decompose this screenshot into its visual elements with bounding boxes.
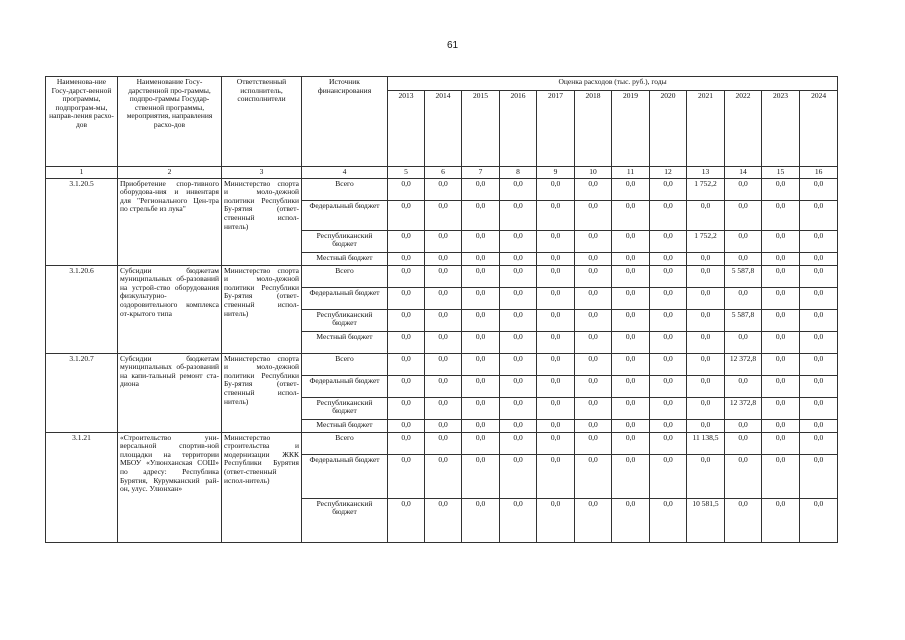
row-value: 0,0: [612, 331, 650, 353]
header-row: [46, 77, 838, 91]
row-value: 0,0: [500, 353, 537, 375]
row-value: 0,0: [687, 200, 725, 230]
header-year: 2016: [500, 91, 537, 167]
row-value: 0,0: [762, 265, 800, 287]
row-value: 0,0: [462, 309, 500, 331]
row-funding-source: Федеральный бюджет: [302, 454, 388, 498]
row-value: 0,0: [575, 498, 612, 542]
row-value: 0,0: [762, 331, 800, 353]
row-value: 11 138,5: [687, 432, 725, 454]
row-value: 0,0: [725, 178, 762, 200]
row-value: 5 587,8: [725, 309, 762, 331]
row-value: 0,0: [425, 230, 462, 252]
column-number: 15: [762, 167, 800, 179]
row-value: 0,0: [650, 454, 687, 498]
header-program: Наименова-ние Госу-дарст-венной программы, подпрограм-мы, направ-ления расхо-дов: [46, 77, 118, 167]
row-value: 0,0: [462, 397, 500, 419]
row-value: 0,0: [725, 375, 762, 397]
row-value: 0,0: [388, 432, 425, 454]
row-value: 0,0: [500, 265, 537, 287]
header-year: 2018: [575, 91, 612, 167]
row-value: 0,0: [575, 454, 612, 498]
row-value: 0,0: [762, 419, 800, 432]
row-value: 0,0: [388, 178, 425, 200]
row-value: 0,0: [537, 230, 575, 252]
row-value: 0,0: [388, 397, 425, 419]
row-value: 0,0: [462, 432, 500, 454]
row-funding-source: Всего: [302, 178, 388, 200]
budget-table: [45, 76, 838, 543]
row-value: 0,0: [462, 200, 500, 230]
row-value: 0,0: [425, 265, 462, 287]
header-year: 2014: [425, 91, 462, 167]
row-value: 0,0: [500, 200, 537, 230]
row-value: 0,0: [500, 419, 537, 432]
row-value: 0,0: [537, 265, 575, 287]
header-year: 2020: [650, 91, 687, 167]
row-value: 0,0: [500, 252, 537, 265]
row-value: 0,0: [800, 331, 838, 353]
row-value: 0,0: [762, 498, 800, 542]
row-value: 0,0: [462, 178, 500, 200]
row-value: 0,0: [762, 397, 800, 419]
row-value: 0,0: [612, 397, 650, 419]
row-value: 12 372,8: [725, 397, 762, 419]
row-executor: Министерство спорта и моло-дежной политики Республики Бу-рятия (ответ-ственный испол-нитель): [222, 178, 302, 265]
row-value: 0,0: [650, 200, 687, 230]
row-funding-source: Всего: [302, 353, 388, 375]
row-value: 0,0: [612, 375, 650, 397]
row-value: 0,0: [725, 454, 762, 498]
row-value: 0,0: [650, 419, 687, 432]
row-value: 0,0: [800, 200, 838, 230]
row-value: 0,0: [800, 230, 838, 252]
row-value: 1 752,2: [687, 230, 725, 252]
header-year: 2013: [388, 91, 425, 167]
column-number: 5: [388, 167, 425, 179]
row-value: 0,0: [650, 265, 687, 287]
row-funding-source: Республиканский бюджет: [302, 397, 388, 419]
column-number: 4: [302, 167, 388, 179]
header-year: 2022: [725, 91, 762, 167]
row-funding-source: Федеральный бюджет: [302, 375, 388, 397]
row-value: 0,0: [388, 265, 425, 287]
row-value: 0,0: [462, 331, 500, 353]
row-value: 0,0: [537, 454, 575, 498]
table-row: [46, 265, 838, 287]
header-executor: Ответственный исполнитель, соисполнители: [222, 77, 302, 167]
row-value: 0,0: [800, 375, 838, 397]
row-value: 0,0: [425, 287, 462, 309]
row-value: 0,0: [612, 287, 650, 309]
column-number: 6: [425, 167, 462, 179]
row-value: 0,0: [575, 287, 612, 309]
row-code: 3.1.20.5: [46, 178, 118, 265]
table-row: [46, 432, 838, 454]
row-value: 0,0: [612, 230, 650, 252]
row-value: 0,0: [612, 454, 650, 498]
row-value: 0,0: [500, 331, 537, 353]
column-number: 10: [575, 167, 612, 179]
row-funding-source: Местный бюджет: [302, 252, 388, 265]
row-value: 0,0: [425, 454, 462, 498]
row-value: 0,0: [388, 200, 425, 230]
row-value: 0,0: [800, 498, 838, 542]
row-value: 10 581,5: [687, 498, 725, 542]
row-value: 0,0: [425, 309, 462, 331]
row-value: 0,0: [612, 178, 650, 200]
row-value: 12 372,8: [725, 353, 762, 375]
row-value: 0,0: [687, 419, 725, 432]
row-value: 0,0: [612, 353, 650, 375]
row-value: 0,0: [612, 252, 650, 265]
header-year: 2017: [537, 91, 575, 167]
row-value: 0,0: [388, 230, 425, 252]
row-value: 0,0: [500, 454, 537, 498]
row-value: 0,0: [425, 200, 462, 230]
row-value: 0,0: [500, 498, 537, 542]
row-value: 0,0: [537, 498, 575, 542]
row-value: 0,0: [762, 309, 800, 331]
header-year: 2023: [762, 91, 800, 167]
row-value: 0,0: [462, 353, 500, 375]
row-value: 0,0: [650, 331, 687, 353]
row-value: 0,0: [537, 432, 575, 454]
column-number: 2: [118, 167, 222, 179]
row-value: 0,0: [762, 178, 800, 200]
row-funding-source: Всего: [302, 265, 388, 287]
row-funding-source: Республиканский бюджет: [302, 230, 388, 252]
row-value: 0,0: [575, 353, 612, 375]
row-value: 0,0: [388, 309, 425, 331]
header-year: 2024: [800, 91, 838, 167]
row-value: 0,0: [725, 419, 762, 432]
header-year: 2019: [612, 91, 650, 167]
column-number: 8: [500, 167, 537, 179]
row-value: 0,0: [388, 252, 425, 265]
row-value: 0,0: [650, 375, 687, 397]
row-value: 0,0: [462, 419, 500, 432]
row-value: 0,0: [687, 309, 725, 331]
column-number: 12: [650, 167, 687, 179]
row-value: 0,0: [575, 397, 612, 419]
row-value: 0,0: [687, 454, 725, 498]
row-value: 0,0: [612, 498, 650, 542]
row-funding-source: Местный бюджет: [302, 331, 388, 353]
row-value: 0,0: [687, 265, 725, 287]
header-year: 2021: [687, 91, 725, 167]
table-row: [46, 178, 838, 200]
row-value: 0,0: [575, 265, 612, 287]
row-value: 0,0: [612, 309, 650, 331]
row-value: 0,0: [575, 178, 612, 200]
row-funding-source: Республиканский бюджет: [302, 498, 388, 542]
row-executor: Министерство спорта и моло-дежной политики Республики Бу-рятия (ответ-ственный испол-нитель): [222, 265, 302, 353]
row-value: 0,0: [462, 454, 500, 498]
row-value: 0,0: [500, 309, 537, 331]
row-value: 0,0: [388, 375, 425, 397]
row-value: 0,0: [800, 309, 838, 331]
row-value: 5 587,8: [725, 265, 762, 287]
row-value: 0,0: [762, 454, 800, 498]
row-value: 0,0: [687, 287, 725, 309]
row-value: 0,0: [462, 375, 500, 397]
row-code: 3.1.20.7: [46, 353, 118, 432]
row-value: 0,0: [425, 375, 462, 397]
row-value: 0,0: [425, 397, 462, 419]
row-value: 0,0: [575, 309, 612, 331]
row-value: 0,0: [612, 265, 650, 287]
row-value: 0,0: [537, 252, 575, 265]
row-funding-source: Республиканский бюджет: [302, 309, 388, 331]
row-value: 0,0: [687, 331, 725, 353]
row-value: 0,0: [725, 230, 762, 252]
row-value: 0,0: [687, 252, 725, 265]
row-value: 0,0: [650, 230, 687, 252]
table-row: [46, 353, 838, 375]
row-activity-name: Субсидии бюджетам муниципальных об-разований на капи-тальный ремонт ста-диона: [118, 353, 222, 432]
row-value: 0,0: [462, 265, 500, 287]
row-activity-name: Приобретение спор-тивного оборудова-ния и инвентаря для "Регионального Цен-тра по стрельбе из лука": [118, 178, 222, 265]
row-value: 0,0: [725, 432, 762, 454]
row-value: 0,0: [537, 397, 575, 419]
row-value: 0,0: [537, 331, 575, 353]
row-value: 0,0: [425, 252, 462, 265]
row-value: 0,0: [650, 432, 687, 454]
page-number: 61: [446, 40, 459, 51]
row-value: 0,0: [762, 375, 800, 397]
row-activity-name: Субсидии бюджетам муниципальных об-разований на устрой-ство оборудования физкультурно-оздоровительного комплекса от-крытого типа: [118, 265, 222, 353]
row-value: 0,0: [500, 178, 537, 200]
column-numbers-row: [46, 167, 838, 179]
row-value: 0,0: [800, 265, 838, 287]
row-value: 0,0: [725, 200, 762, 230]
row-value: 0,0: [537, 287, 575, 309]
row-value: 0,0: [462, 230, 500, 252]
row-value: 0,0: [537, 375, 575, 397]
row-value: 0,0: [800, 287, 838, 309]
row-value: 0,0: [425, 178, 462, 200]
header-estimate: Оценка расходов (тыс. руб.), годы: [388, 77, 838, 91]
row-value: 0,0: [388, 331, 425, 353]
column-number: 16: [800, 167, 838, 179]
row-funding-source: Федеральный бюджет: [302, 287, 388, 309]
row-value: 0,0: [575, 230, 612, 252]
row-value: 0,0: [612, 200, 650, 230]
row-value: 0,0: [762, 287, 800, 309]
column-number: 9: [537, 167, 575, 179]
row-value: 0,0: [537, 419, 575, 432]
row-value: 0,0: [575, 331, 612, 353]
row-value: 0,0: [762, 353, 800, 375]
row-value: 0,0: [800, 432, 838, 454]
row-value: 0,0: [462, 287, 500, 309]
row-value: 0,0: [650, 252, 687, 265]
row-value: 0,0: [425, 353, 462, 375]
row-executor: Министерство спорта и моло-дежной политики Республики Бу-рятия (ответ-ственный испол-нитель): [222, 353, 302, 432]
column-number: 11: [612, 167, 650, 179]
row-code: 3.1.20.6: [46, 265, 118, 353]
row-value: 0,0: [388, 498, 425, 542]
row-value: 0,0: [725, 331, 762, 353]
header-source: Источник финансирования: [302, 77, 388, 167]
row-value: 0,0: [500, 287, 537, 309]
row-value: 0,0: [612, 419, 650, 432]
row-value: 0,0: [800, 178, 838, 200]
column-number: 1: [46, 167, 118, 179]
row-value: 0,0: [575, 200, 612, 230]
row-activity-name: «Строительство уни-версальной спортив-ной площадки на территории МБОУ «Улюнханская СОШ» по адресу: Республика Бурятия, Курумканский рай-он, улус. Улюнхан»: [118, 432, 222, 542]
row-value: 0,0: [575, 419, 612, 432]
header-activity: Наименование Госу-дарственной про-граммы, подпро-граммы Государ-ственной программы, мероприятия, направления расхо-дов: [118, 77, 222, 167]
row-value: 0,0: [500, 230, 537, 252]
row-value: 0,0: [500, 397, 537, 419]
row-value: 0,0: [462, 498, 500, 542]
row-value: 0,0: [425, 331, 462, 353]
row-value: 0,0: [650, 353, 687, 375]
column-number: 3: [222, 167, 302, 179]
row-value: 0,0: [762, 432, 800, 454]
row-funding-source: Местный бюджет: [302, 419, 388, 432]
row-value: 0,0: [762, 252, 800, 265]
row-value: 0,0: [388, 287, 425, 309]
column-number: 7: [462, 167, 500, 179]
row-value: 0,0: [537, 178, 575, 200]
column-number: 14: [725, 167, 762, 179]
header-year: 2015: [462, 91, 500, 167]
column-number: 13: [687, 167, 725, 179]
row-value: 0,0: [800, 419, 838, 432]
row-value: 0,0: [725, 252, 762, 265]
row-value: 0,0: [800, 353, 838, 375]
row-value: 0,0: [687, 353, 725, 375]
row-value: 0,0: [462, 252, 500, 265]
row-value: 0,0: [800, 252, 838, 265]
row-value: 0,0: [575, 252, 612, 265]
row-value: 0,0: [687, 375, 725, 397]
row-value: 1 752,2: [687, 178, 725, 200]
row-funding-source: Всего: [302, 432, 388, 454]
row-value: 0,0: [575, 432, 612, 454]
row-value: 0,0: [537, 309, 575, 331]
row-value: 0,0: [537, 353, 575, 375]
row-value: 0,0: [425, 432, 462, 454]
row-value: 0,0: [388, 454, 425, 498]
row-value: 0,0: [500, 375, 537, 397]
row-value: 0,0: [650, 309, 687, 331]
row-value: 0,0: [725, 498, 762, 542]
row-value: 0,0: [762, 200, 800, 230]
row-value: 0,0: [388, 353, 425, 375]
row-value: 0,0: [650, 287, 687, 309]
row-executor: Министерство строительства и модернизации ЖКК Республики Бурятия (ответ-ственный испол-нитель): [222, 432, 302, 542]
row-value: 0,0: [537, 200, 575, 230]
row-value: 0,0: [650, 178, 687, 200]
row-value: 0,0: [650, 397, 687, 419]
row-value: 0,0: [500, 432, 537, 454]
row-funding-source: Федеральный бюджет: [302, 200, 388, 230]
row-code: 3.1.21: [46, 432, 118, 542]
row-value: 0,0: [687, 397, 725, 419]
row-value: 0,0: [575, 375, 612, 397]
row-value: 0,0: [388, 419, 425, 432]
row-value: 0,0: [800, 454, 838, 498]
row-value: 0,0: [612, 432, 650, 454]
row-value: 0,0: [725, 287, 762, 309]
row-value: 0,0: [800, 397, 838, 419]
row-value: 0,0: [425, 498, 462, 542]
row-value: 0,0: [650, 498, 687, 542]
row-value: 0,0: [425, 419, 462, 432]
row-value: 0,0: [762, 230, 800, 252]
